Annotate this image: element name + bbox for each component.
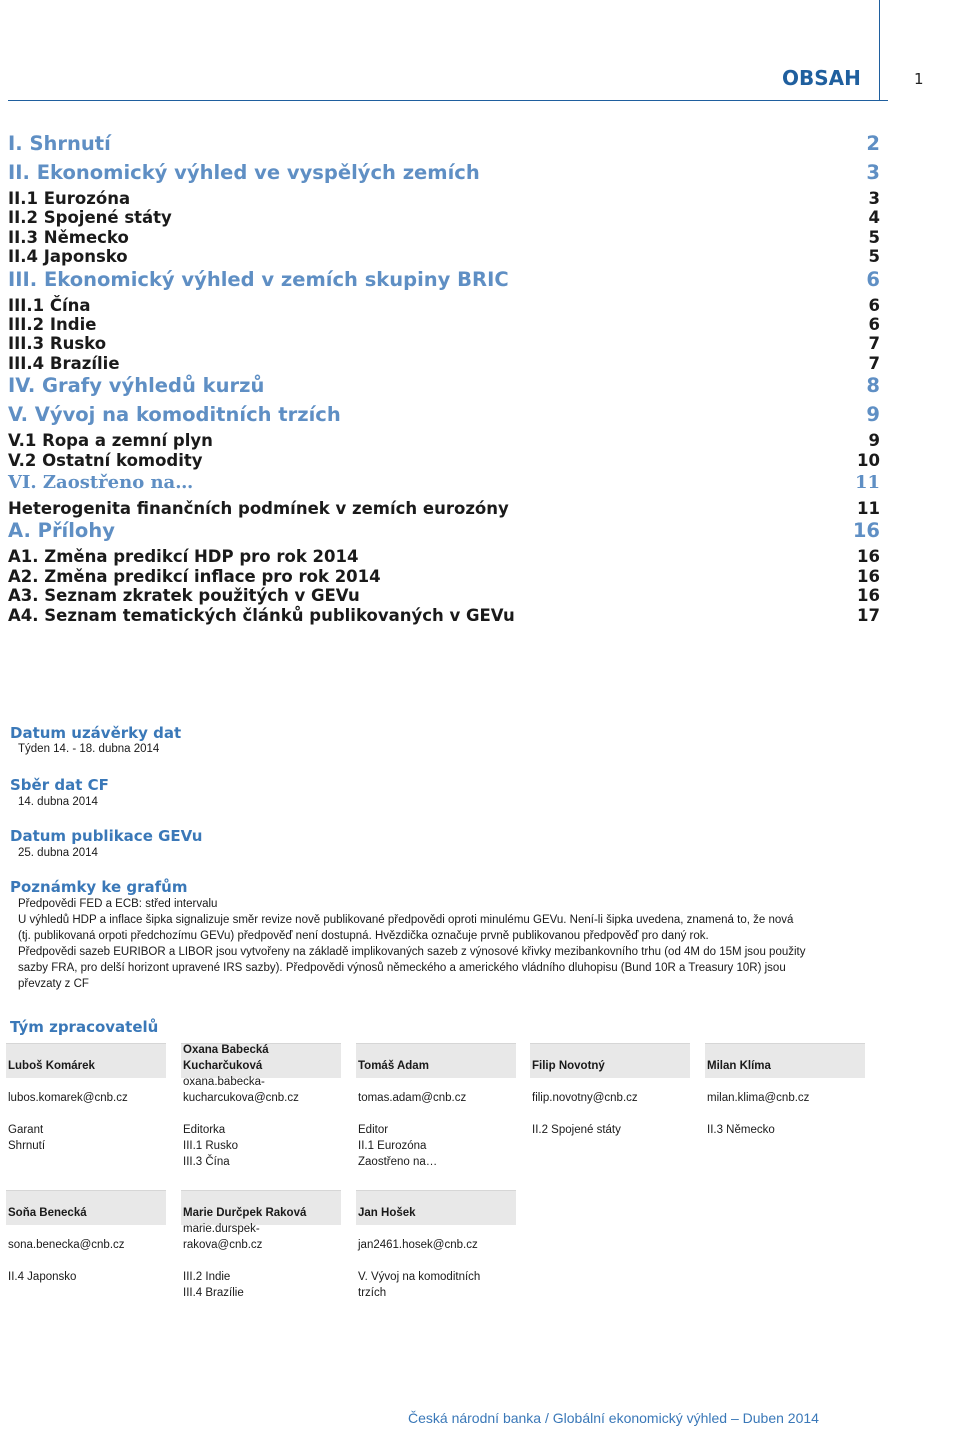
member-name: Soňa Benecká [8,1207,87,1219]
toc-page: 11 [854,472,880,493]
toc-page: 16 [857,547,880,566]
toc-label: A3. Seznam zkratek použitých v GEVu [8,586,360,605]
member-role: III.3 Čína [183,1156,230,1168]
toc-entry[interactable] [8,472,880,493]
toc-entry[interactable] [8,606,880,625]
page-footer: Česká národní banka / Globální ekonomický výhled – Duben 2014 [408,1410,819,1426]
toc-label: A1. Změna predikcí HDP pro rok 2014 [8,547,359,566]
team-heading: Tým zpracovatelů [10,1018,159,1036]
team-member-card [356,1043,516,1170]
toc-page: 5 [868,247,880,266]
member-role: Zaostřeno na… [358,1156,438,1168]
toc-label: II.4 Japonsko [8,247,128,266]
team-member-card [530,1043,690,1138]
toc-page: 10 [857,451,880,470]
toc-page: 7 [868,334,880,353]
toc-label: A4. Seznam tematických článků publikovaných v GEVu [8,606,515,625]
publication-date-value: 25. dubna 2014 [18,847,98,859]
page-number: 1 [914,70,924,88]
toc-entry[interactable] [8,228,880,247]
toc-label: II.1 Eurozóna [8,189,131,208]
toc-label: II.3 Německo [8,228,129,247]
member-role: II.3 Německo [707,1124,775,1136]
toc-page: 8 [866,374,880,397]
toc-entry[interactable] [8,189,880,208]
toc-page: 16 [857,567,880,586]
member-role: V. Vývoj na komoditních trzích [358,1271,481,1299]
toc-entry[interactable] [8,334,880,353]
team-member-card [6,1043,166,1154]
publication-date-heading: Datum publikace GEVu [10,827,203,845]
member-role: III.2 Indie [183,1271,231,1283]
toc-label: A2. Změna predikcí inflace pro rok 2014 [8,567,381,586]
toc-label: VI. Zaostřeno na… [8,472,194,493]
toc-page: 6 [868,296,880,315]
toc-label: III.3 Rusko [8,334,107,353]
toc-entry[interactable] [8,374,880,397]
team-member-card [705,1043,865,1138]
member-email[interactable]: sona.benecka@cnb.cz [8,1239,125,1251]
toc-label: III.4 Brazílie [8,354,120,373]
member-email[interactable]: milan.klima@cnb.cz [707,1092,810,1104]
toc-entry[interactable] [8,451,880,470]
toc-entry[interactable] [8,296,880,315]
cf-date-heading: Sběr dat CF [10,776,109,794]
member-role: II.1 Eurozóna [358,1140,427,1152]
member-role: Editor [358,1124,389,1136]
toc-entry[interactable] [8,567,880,586]
toc-label: A. Přílohy [8,519,115,542]
member-email[interactable]: jan2461.hosek@cnb.cz [358,1239,478,1251]
member-role: Shrnutí [8,1140,46,1152]
toc-label: IV. Grafy výhledů kurzů [8,374,265,397]
toc-page: 16 [852,519,880,542]
member-role: Garant [8,1124,44,1136]
toc-entry[interactable] [8,586,880,605]
toc-page: 11 [857,499,880,518]
member-name: Tomáš Adam [358,1060,429,1072]
header-horizontal-rule [8,100,888,101]
toc-label: V.2 Ostatní komodity [8,451,203,470]
toc-entry[interactable] [8,499,880,518]
member-name: Marie Durčpek Raková [183,1207,307,1219]
toc-page: 6 [866,268,880,291]
member-name: Jan Hošek [358,1207,416,1219]
toc-page: 2 [866,132,880,155]
toc-label: III.1 Čína [8,296,91,315]
toc-label: III. Ekonomický výhled v zemích skupiny BRIC [8,268,509,291]
toc-page: 4 [868,208,880,227]
member-email[interactable]: tomas.adam@cnb.cz [358,1092,467,1104]
chart-note-line: U výhledů HDP a inflace šipka signalizuje směr revize nově publikované předpovědi oproti minulému GEVu. Není-li šipka uvedena, znamená to, že nová [18,914,794,926]
toc-page: 17 [857,606,880,625]
member-email[interactable]: lubos.komarek@cnb.cz [8,1092,128,1104]
toc-entry[interactable] [8,268,880,291]
toc-entry[interactable] [8,208,880,227]
toc-page: 9 [866,403,880,426]
chart-notes-heading: Poznámky ke grafům [10,878,188,896]
toc-entry[interactable] [8,354,880,373]
toc-label: III.2 Indie [8,315,97,334]
member-name: Oxana Babecká Kucharčuková [183,1044,269,1072]
member-role: III.4 Brazílie [183,1287,244,1299]
toc-page: 16 [857,586,880,605]
toc-label: Heterogenita finančních podmínek v zemích eurozóny [8,499,509,518]
closing-date-value: Týden 14. - 18. dubna 2014 [18,743,160,755]
section-title: OBSAH [782,66,861,90]
member-role: II.4 Japonsko [8,1271,77,1283]
toc-entry[interactable] [8,161,880,184]
toc-page: 3 [866,161,880,184]
member-role: II.2 Spojené státy [532,1124,621,1136]
chart-note-line: sazby FRA, pro delší horizont upravené IRS sazby). Předpovědi výnosů německého a amerického vládního dluhopisu (Bund 10R a Treasury 10R) jsou [18,962,786,974]
member-role: Editorka [183,1124,226,1136]
header-vertical-rule [879,0,880,100]
toc-page: 3 [868,189,880,208]
team-member-card [356,1190,516,1301]
team-member-card [181,1190,341,1301]
member-name: Luboš Komárek [8,1060,95,1072]
closing-date-heading: Datum uzávěrky dat [10,724,182,742]
toc-label: I. Shrnutí [8,132,111,155]
member-role: III.1 Rusko [183,1140,238,1152]
team-member-card [181,1043,341,1170]
toc-entry[interactable] [8,132,880,155]
toc-entry[interactable] [8,547,880,566]
toc-entry[interactable] [8,247,880,266]
toc-entry[interactable] [8,519,880,542]
member-name: Milan Klíma [707,1060,771,1072]
team-member-card [6,1190,166,1285]
toc-page: 9 [868,431,880,450]
member-name: Filip Novotný [532,1060,605,1072]
chart-note-line: (tj. publikovaná orpoti předchozímu GEVu) předpověď není dostupná. Hvězdička označuje prvně publikovanou předpověď pro daný rok. [18,930,709,942]
member-email[interactable]: oxana.babecka-kucharcukova@cnb.cz [183,1076,299,1104]
toc-label: II. Ekonomický výhled ve vyspělých zemích [8,161,480,184]
toc-page: 7 [868,354,880,373]
toc-label: II.2 Spojené státy [8,208,172,227]
toc-entry[interactable] [8,431,880,450]
toc-entry[interactable] [8,315,880,334]
cf-date-value: 14. dubna 2014 [18,796,98,808]
toc-page: 6 [868,315,880,334]
toc-label: V. Vývoj na komoditních trzích [8,403,341,426]
chart-note-line: Předpovědi sazeb EURIBOR a LIBOR jsou vytvořeny na základě implikovaných sazeb z výnosové křivky mezibankovního trhu (od 4M do 15M jsou použity [18,946,806,958]
chart-note-line: převzaty z CF [18,978,89,990]
toc-label: V.1 Ropa a zemní plyn [8,431,213,450]
toc-entry[interactable] [8,403,880,426]
member-email[interactable]: marie.durspek-rakova@cnb.cz [183,1223,263,1251]
toc-page: 5 [868,228,880,247]
member-email[interactable]: filip.novotny@cnb.cz [532,1092,638,1104]
chart-note-line: Předpovědi FED a ECB: střed intervalu [18,898,218,910]
